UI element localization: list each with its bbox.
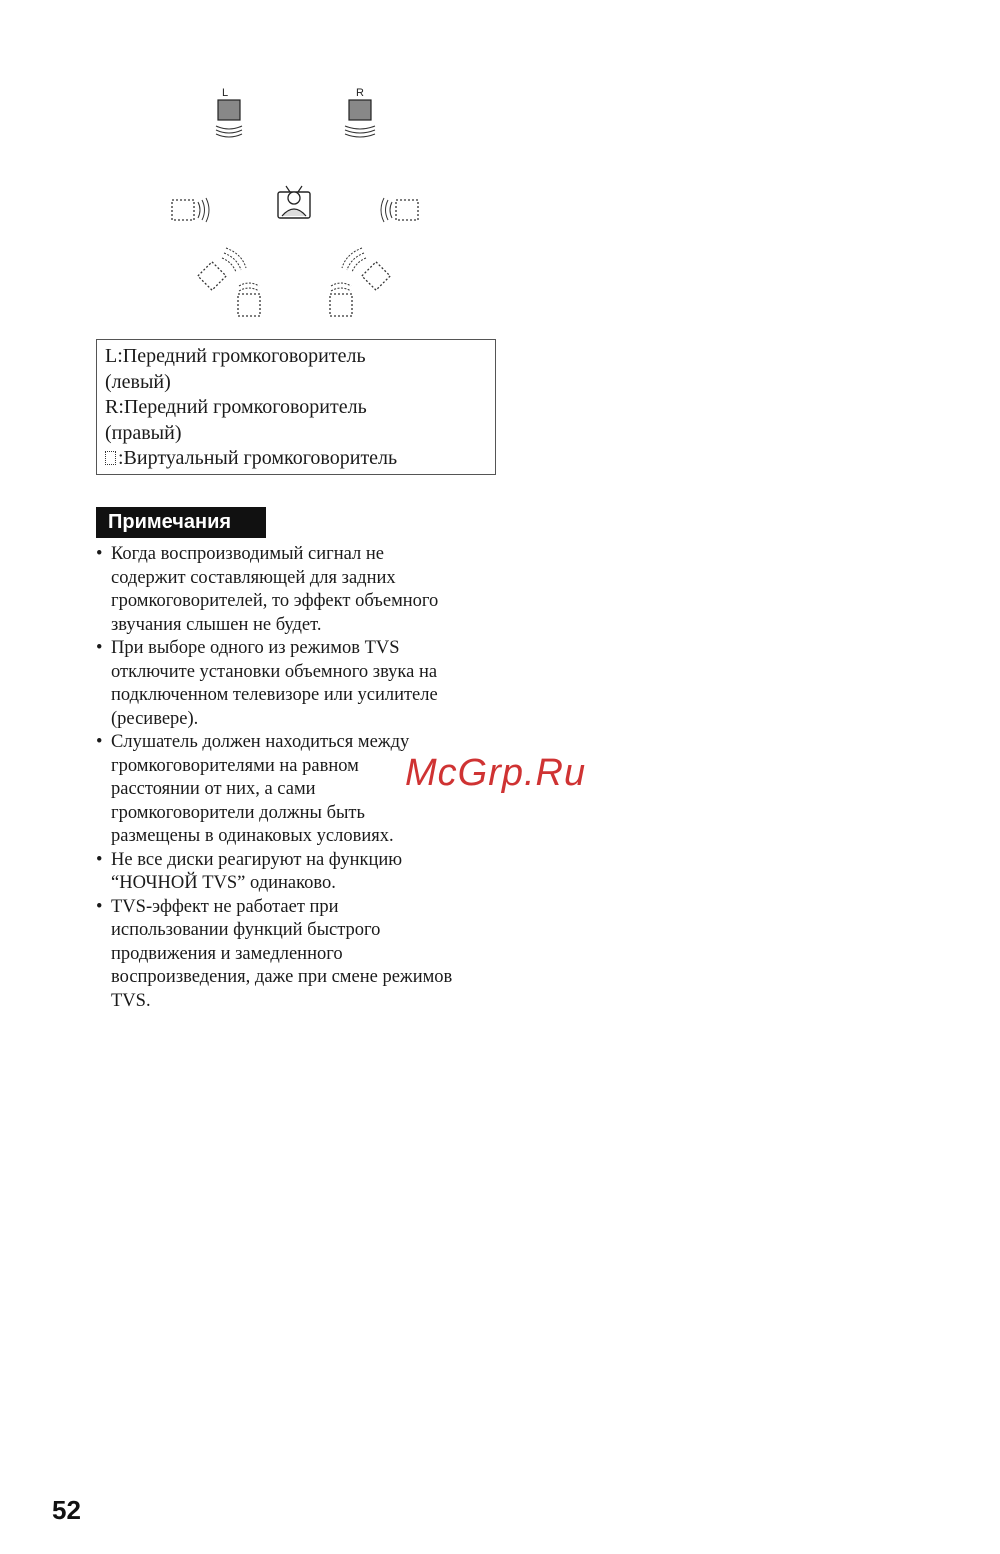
note-text: Не все диски реагируют на функцию “НОЧНОЙ TVS” одинаково.: [111, 849, 403, 893]
legend-line-left-note: (левый): [105, 370, 171, 393]
left-speaker-label: L: [221, 87, 229, 99]
front-right-speaker: [345, 87, 375, 137]
note-item: [96, 543, 516, 637]
note-item: [96, 637, 516, 731]
notes-heading: Примечания: [96, 507, 266, 538]
page-number: 52: [52, 1495, 81, 1525]
speaker-legend-box: [96, 339, 496, 475]
virtual-speaker-symbol-icon: [105, 451, 116, 465]
legend-line-right-speaker: R:Передний громкоговоритель: [105, 396, 367, 418]
note-text: Когда воспроизводимый сигнал не содержит составляющей для задних громкоговорителей, то эффект объемного звучания слышен не будет.: [111, 544, 439, 635]
virtual-speaker-side-left: [172, 198, 209, 222]
virtual-speaker-side-right: [381, 198, 418, 222]
virtual-speaker-rear-left: [198, 248, 260, 316]
legend-line-left-speaker: L:Передний громкоговоритель: [105, 345, 366, 367]
front-left-speaker: [216, 87, 242, 137]
note-item: [96, 896, 516, 1014]
virtual-speaker-rear-right: [330, 248, 390, 316]
right-speaker-label: R: [356, 87, 364, 99]
listener-icon: [278, 186, 310, 218]
legend-line-virtual-speaker: [105, 446, 487, 472]
note-item: [96, 849, 516, 896]
watermark-text: McGrp.Ru: [405, 752, 587, 794]
legend-line-right-note: (правый): [105, 421, 182, 444]
note-text: При выборе одного из режимов TVS отключите установки объемного звука на подключенном телевизоре или усилителе (ресивере).: [111, 638, 438, 729]
speaker-layout-diagram: [160, 80, 440, 330]
note-text: TVS-эффект не работает при использовании функций быстрого продвижения и замедленного воспроизведения, даже при смене режимов TVS.: [111, 896, 453, 1011]
legend-virtual-text: :Виртуальный громкоговоритель: [118, 447, 398, 469]
note-text: Слушатель должен находиться между громкоговорителями на равном расстоянии от них, а сами громкоговорители должны быть размещены в одинаковых условиях.: [111, 732, 410, 846]
